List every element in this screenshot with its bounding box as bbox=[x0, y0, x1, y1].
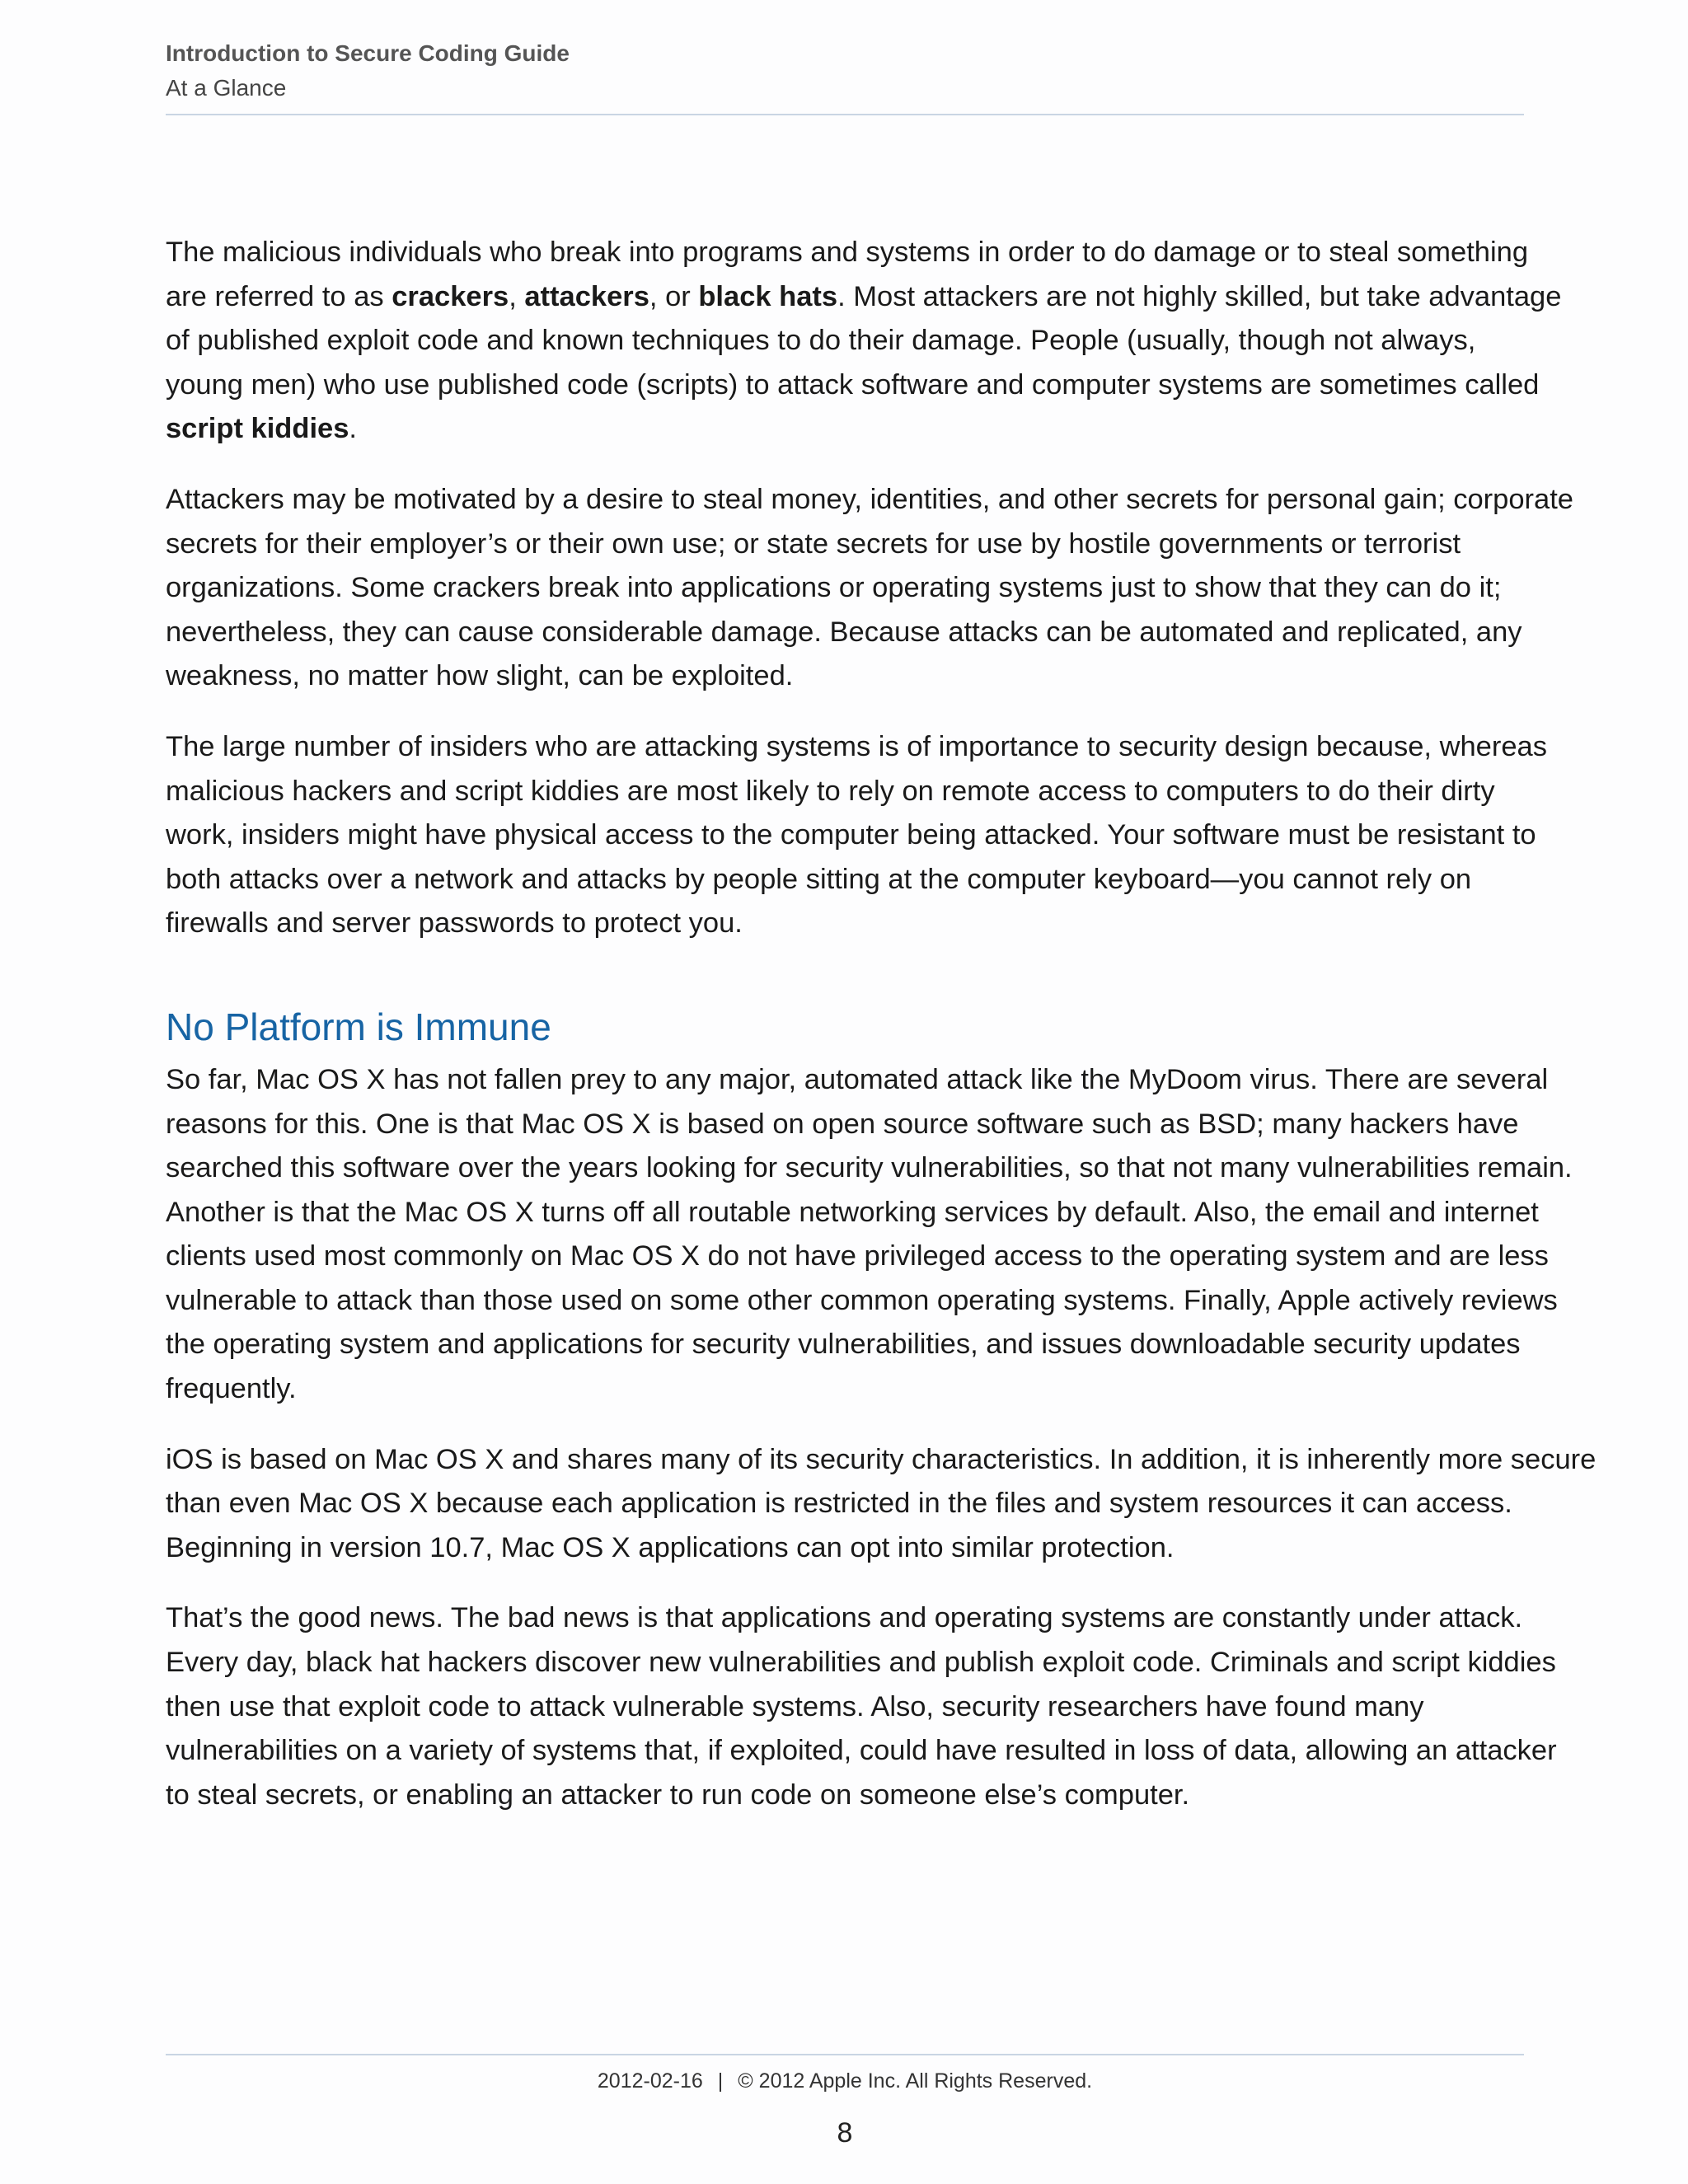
text-run: nevertheless, they can cause considerable damage. Because attacks can be automated and replicated, any bbox=[166, 616, 1522, 648]
text-run: vulnerabilities on a variety of systems that, if exploited, could have resulted in loss of data, allowing an attacker bbox=[166, 1735, 1557, 1767]
text-run: the operating system and applications for security vulnerabilities, and issues downloadable security updates bbox=[166, 1329, 1521, 1361]
paragraph bbox=[166, 231, 1562, 452]
header-rule bbox=[166, 114, 1524, 115]
text-line bbox=[166, 1774, 1524, 1818]
text-run: of published exploit code and known techniques to do their damage. People (usually, though not always, bbox=[166, 325, 1476, 357]
text-run: searched this software over the years looking for security vulnerabilities, so that not many vulnerabilities remain. bbox=[166, 1152, 1573, 1184]
paragraph bbox=[166, 478, 1573, 699]
text-run: So far, Mac OS X has not fallen prey to any major, automated attack like the MyDoom virus. There are several bbox=[166, 1063, 1549, 1095]
text-line bbox=[166, 902, 1524, 946]
text-line bbox=[166, 478, 1573, 523]
page-footer bbox=[166, 2064, 1524, 2097]
text-line bbox=[166, 654, 1524, 699]
text-run: Beginning in version 10.7, Mac OS X applications can opt into similar protection. bbox=[166, 1531, 1175, 1563]
text-run: organizations. Some crackers break into applications or operating systems just to show that they can do it; bbox=[166, 572, 1502, 604]
text-line bbox=[166, 1146, 1573, 1191]
text-run: The large number of insiders who are attacking systems is of importance to security design because, whereas bbox=[166, 730, 1547, 762]
text-line bbox=[166, 1438, 1597, 1483]
paragraph bbox=[166, 725, 1547, 946]
text-run: both attacks over a network and attacks by people sitting at the computer keyboard—you cannot rely on bbox=[166, 863, 1472, 895]
text-line bbox=[166, 1729, 1557, 1774]
text-line bbox=[166, 858, 1524, 902]
text-run: That’s the good news. The bad news is that applications and operating systems are constantly under attack. bbox=[166, 1602, 1523, 1634]
footer-separator: | bbox=[717, 2069, 724, 2093]
text-line bbox=[166, 523, 1524, 567]
text-run: malicious hackers and script kiddies are most likely to rely on remote access to computers to do their dirty bbox=[166, 775, 1495, 807]
footer-rule bbox=[166, 2054, 1524, 2055]
bold-term: attackers bbox=[524, 280, 649, 312]
text-line bbox=[166, 319, 1524, 363]
text-run: iOS is based on Mac OS X and shares many of its security characteristics. In addition, it is inherently more secure bbox=[166, 1443, 1597, 1475]
text-line bbox=[166, 1482, 1524, 1526]
text-run: frequently. bbox=[166, 1373, 297, 1405]
section-paragraphs bbox=[166, 1058, 1597, 1818]
text-run: work, insiders might have physical access to the computer being attacked. Your software must be resistant to bbox=[166, 819, 1536, 851]
text-run: The malicious individuals who break into programs and systems in order to do damage or to steal something bbox=[166, 237, 1529, 268]
text-line bbox=[166, 1103, 1524, 1147]
text-run: , bbox=[509, 280, 525, 312]
intro-paragraphs bbox=[166, 231, 1573, 946]
paragraph bbox=[166, 1596, 1557, 1817]
text-run: Every day, black hat hackers discover new vulnerabilities and publish exploit code. Criminals and script kiddies bbox=[166, 1647, 1556, 1679]
text-line bbox=[166, 407, 1524, 452]
text-line bbox=[166, 1641, 1556, 1685]
text-line bbox=[166, 566, 1524, 611]
text-line bbox=[166, 1596, 1524, 1641]
text-run: . bbox=[349, 413, 358, 445]
bold-term: crackers bbox=[392, 280, 509, 312]
text-run: young men) who use published code (scripts) to attack software and computer systems are sometimes called bbox=[166, 368, 1540, 401]
text-line bbox=[166, 770, 1524, 814]
text-run: firewalls and server passwords to protect you. bbox=[166, 907, 743, 940]
text-line bbox=[166, 1058, 1549, 1103]
page-number: 8 bbox=[837, 2117, 853, 2149]
text-run: secrets for their employer’s or their own use; or state secrets for use by hostile governments or terrorist bbox=[166, 527, 1461, 560]
text-line bbox=[166, 1526, 1524, 1571]
text-line bbox=[166, 363, 1540, 408]
chapter-title: Introduction to Secure Coding Guide bbox=[166, 40, 570, 66]
footer-date: 2012-02-16 bbox=[597, 2069, 703, 2093]
text-line bbox=[166, 1279, 1558, 1324]
text-run: , or bbox=[649, 280, 699, 312]
text-line bbox=[166, 1323, 1524, 1367]
text-run: . Most attackers are not highly skilled, but take advantage bbox=[837, 280, 1562, 312]
text-run: weakness, no matter how slight, can be exploited. bbox=[166, 660, 794, 692]
text-line bbox=[166, 725, 1547, 770]
text-run: reasons for this. One is that Mac OS X is based on open source software such as BSD; many hackers have bbox=[166, 1108, 1519, 1140]
paragraph bbox=[166, 1438, 1597, 1571]
bold-term: black hats bbox=[698, 280, 838, 312]
text-run: to steal secrets, or enabling an attacker to run code on someone else’s computer. bbox=[166, 1779, 1190, 1811]
paragraph bbox=[166, 1058, 1573, 1412]
text-run: clients used most commonly on Mac OS X do not have privileged access to the operating system and are less bbox=[166, 1240, 1549, 1272]
text-run: Another is that the Mac OS X turns off all routable networking services by default. Also, the email and internet bbox=[166, 1196, 1539, 1228]
text-line bbox=[166, 275, 1562, 320]
text-run: Attackers may be motivated by a desire to steal money, identities, and other secrets for personal gain; corporate bbox=[166, 483, 1573, 515]
section-heading: No Platform is Immune bbox=[166, 1005, 551, 1048]
text-line bbox=[166, 231, 1529, 275]
footer-copyright: © 2012 Apple Inc. All Rights Reserved. bbox=[738, 2069, 1093, 2093]
text-line bbox=[166, 1235, 1549, 1279]
text-line bbox=[166, 1191, 1539, 1235]
text-line bbox=[166, 611, 1524, 655]
running-header bbox=[166, 36, 1524, 105]
text-run: than even Mac OS X because each application is restricted in the files and system resources it can access. bbox=[166, 1488, 1512, 1520]
text-run: vulnerable to attack than those used on some other common operating systems. Finally, Apple actively reviews bbox=[166, 1284, 1558, 1316]
body-content bbox=[166, 231, 1597, 1844]
text-run: are referred to as bbox=[166, 280, 392, 312]
text-line bbox=[166, 1685, 1524, 1730]
bold-term: script kiddies bbox=[166, 413, 349, 445]
text-line bbox=[166, 813, 1536, 858]
section-title: At a Glance bbox=[166, 75, 287, 101]
text-line bbox=[166, 1367, 1524, 1412]
text-run: then use that exploit code to attack vulnerable systems. Also, security researchers have found many bbox=[166, 1690, 1424, 1722]
